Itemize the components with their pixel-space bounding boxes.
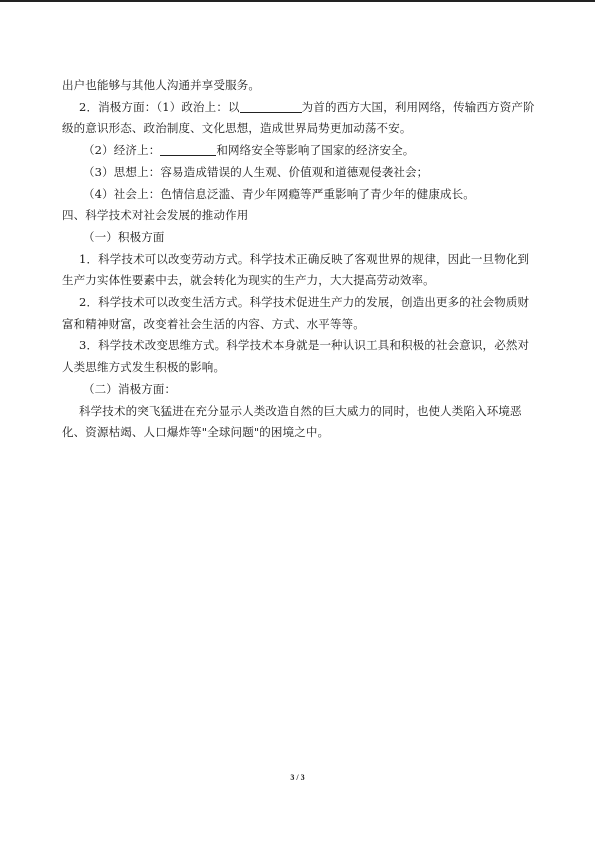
subheading-negative: （二）消极方面： (83, 381, 177, 396)
paragraph-global-problems: 科学技术的突飞猛进在充分显示人类改造自然的巨大威力的同时，也使人类陷入环境恶化、资源枯竭、人口爆炸等"全球问题"的困境之中。 (62, 403, 522, 440)
politics-text-start: 2．消极方面：（1）政治上：以 (79, 99, 240, 114)
subheading-positive: （一）积极方面 (83, 229, 165, 244)
paragraph-life: 2．科学技术可以改变生活方式。科学技术促进生产力的发展，创造出更多的社会物质财富和精神财富，改变着社会生活的内容、方式、水平等等。 (62, 295, 530, 331)
answer-blank-2[interactable] (160, 142, 216, 156)
economy-text-start: （2）经济上： (83, 143, 161, 158)
politics-text-end: 为首的西方大国，利用网络，传输西方资产阶级的意识形态、政治制度、文化思想，造成世界局势更加动荡不安。 (62, 99, 535, 136)
paragraph-economy (62, 140, 540, 162)
paragraph-thinking: 3．科学技术改变思维方式。科学技术本身就是一种认识工具和积极的社会意识，必然对人类思维方式发生积极的影响。 (62, 338, 530, 375)
answer-blank-1[interactable] (240, 99, 302, 113)
paragraph-thought: （3）思想上：容易造成错误的人生观、价值观和道德观侵袭社会； (83, 164, 429, 179)
page-number: 3 / 3 (290, 773, 305, 782)
paragraph-politics (62, 97, 540, 140)
top-rule (0, 0, 595, 2)
paragraph-service: 出户也能够与其他人沟通并享受服务。 (62, 78, 261, 92)
economy-text-end: 和网络安全等影响了国家的经济安全。 (216, 143, 415, 158)
document-body (62, 75, 540, 444)
section-heading-4: 四、科学技术对社会发展的推动作用 (62, 208, 249, 223)
paragraph-labor: 1．科学技术可以改变劳动方式。科学技术正确反映了客观世界的规律，因此一旦物化到生产力实体性要素中去，就会转化为现实的生产力，大大提高劳动效率。 (62, 251, 530, 288)
paragraph-society: （4）社会上：色情信息泛滥、青少年网瘾等严重影响了青少年的健康成长。 (83, 186, 475, 201)
